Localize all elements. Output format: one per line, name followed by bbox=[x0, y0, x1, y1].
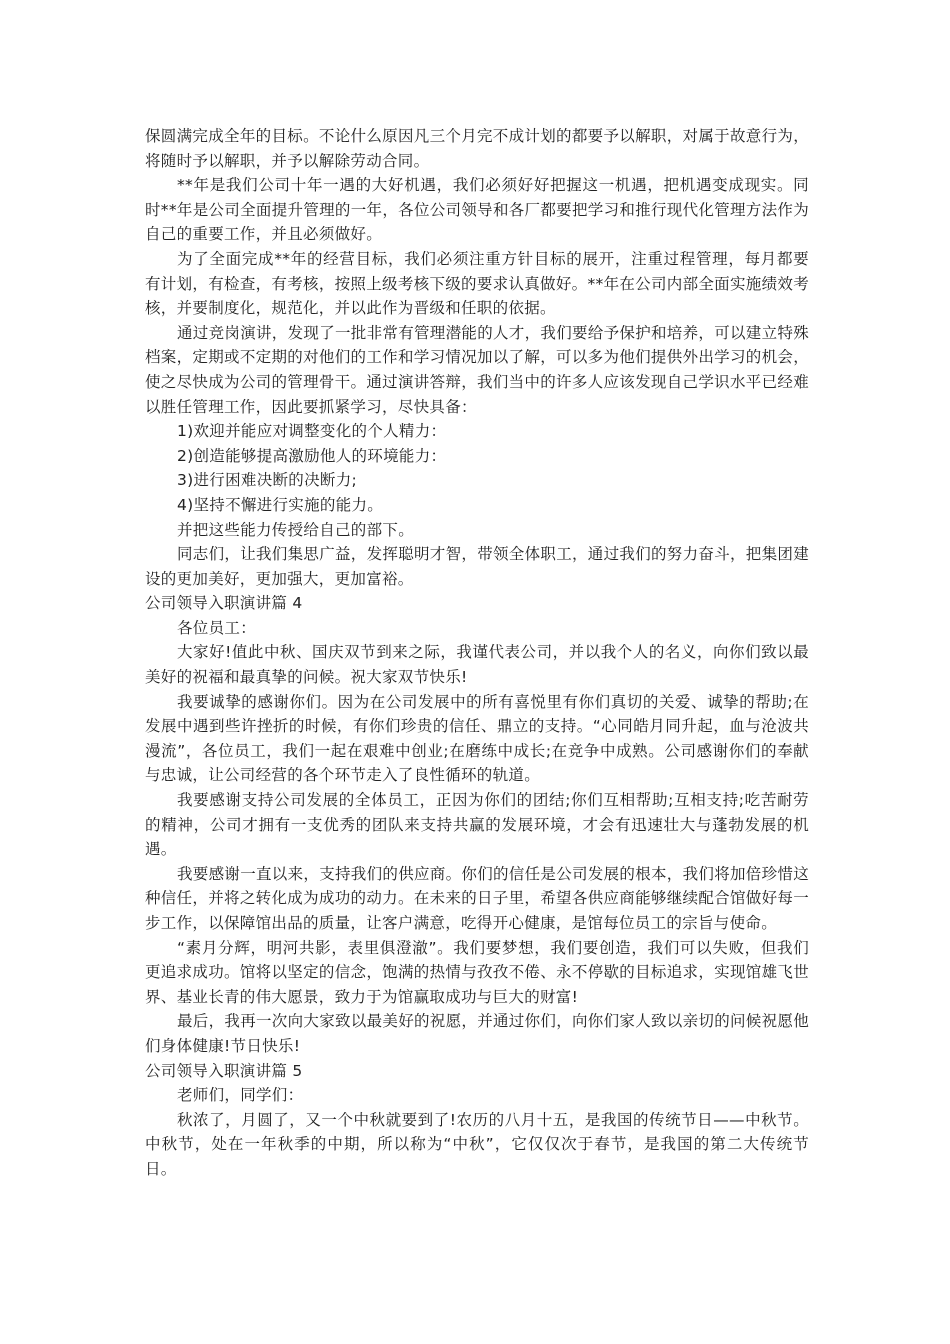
paragraph: 保圆满完成全年的目标。不论什么原因凡三个月完不成计划的都要予以解职，对属于故意行为，将随时予以解职，并予以解除劳动合同。 bbox=[145, 127, 809, 170]
paragraph: **年是我们公司十年一遇的大好机遇，我们必须好好把握这一机遇，把机遇变成现实。同时**年是公司全面提升管理的一年，各位公司领导和各厂都要把学习和推行现代化管理方法作为自己的重要工作，并且必须做好。 bbox=[145, 176, 809, 244]
list-item: 3)进行困难决断的决断力; bbox=[177, 471, 358, 490]
paragraph: 通过竞岗演讲，发现了一批非常有管理潜能的人才，我们要给予保护和培养，可以建立特殊档案，定期或不定期的对他们的工作和学习情况加以了解，可以多为他们提供外出学习的机会，使之尽快成为公司的管理骨干。通过演讲答辩，我们当中的许多人应该发现自己学识水平已经难以胜任管理工作，因此要抓紧学习，尽快具备： bbox=[145, 323, 810, 416]
paragraph: 秋浓了，月圆了，又一个中秋就要到了!农历的八月十五，是我国的传统节日——中秋节。中秋节，处在一年秋季的中期，所以称为“中秋”，它仅仅次于春节，是我国的第二大传统节日。 bbox=[145, 1110, 809, 1178]
paragraph: 同志们，让我们集思广益，发挥聪明才智，带领全体职工，通过我们的努力奋斗，把集团建设的更加美好，更加强大，更加富裕。 bbox=[145, 545, 810, 588]
list-item: 1)欢迎并能应对调整变化的个人精力： bbox=[177, 422, 447, 441]
salutation: 老师们，同学们： bbox=[177, 1086, 304, 1105]
paragraph: 我要感谢支持公司发展的全体员工，正因为你们的团结;你们互相帮助;互相支持;吃苦耐劳的精神，公司才拥有一支优秀的团队来支持共赢的发展环境，才会有迅速壮大与蓬勃发展的机遇。 bbox=[145, 791, 809, 859]
paragraph: 大家好!值此中秋、国庆双节到来之际，我谨代表公司，并以我个人的名义，向你们致以最美好的祝福和最真挚的问候。祝大家双节快乐! bbox=[145, 643, 809, 687]
document-page bbox=[145, 124, 809, 1182]
section-heading: 公司领导入职演讲篇 5 bbox=[145, 1061, 303, 1080]
paragraph: 我要诚挚的感谢你们。因为在公司发展中的所有喜悦里有你们真切的关爱、诚挚的帮助;在发展中遇到些许挫折的时候，有你们珍贵的信任、鼎立的支持。“心同皓月同升起，血与沧波共漫流”，各位员工，我们一起在艰难中创业;在磨练中成长;在竞争中成熟。公司感谢你们的奉献与忠诚，让公司经营的各个环节走入了良性循环的轨道。 bbox=[145, 692, 809, 785]
salutation: 各位员工： bbox=[177, 618, 257, 637]
paragraph: 为了全面完成**年的经营目标，我们必须注重方针目标的展开，注重过程管理，每月都要有计划，有检查，有考核，按照上级考核下级的要求认真做好。**年在公司内部全面实施绩效考核，并要制度化，规范化，并以此作为晋级和任职的依据。 bbox=[145, 249, 809, 318]
list-item: 2)创造能够提高激励他人的环境能力： bbox=[177, 446, 447, 465]
section-heading: 公司领导入职演讲篇 4 bbox=[145, 594, 303, 613]
list-item: 4)坚持不懈进行实施的能力。 bbox=[177, 495, 384, 514]
paragraph: 我要感谢一直以来，支持我们的供应商。你们的信任是公司发展的根本，我们将加倍珍惜这种信任，并将之转化成为成功的动力。在未来的日子里，希望各供应商能够继续配合馆做好每一步工作，以保障馆出品的质量，让客户满意，吃得开心健康，是馆每位员工的宗旨与使命。 bbox=[145, 864, 810, 932]
paragraph: 并把这些能力传授给自己的部下。 bbox=[177, 520, 415, 539]
paragraph: 最后，我再一次向大家致以最美好的祝愿，并通过你们，向你们家人致以亲切的问候祝愿他们身体健康!节日快乐! bbox=[145, 1012, 810, 1055]
paragraph: “素月分辉，明河共影，表里俱澄澈”。我们要梦想，我们要创造，我们可以失败，但我们更追求成功。馆将以坚定的信念，饱满的热情与孜孜不倦、永不停歇的目标追求，实现馆雄飞世界、基业长青的伟大愿景，致力于为馆赢取成功与巨大的财富! bbox=[145, 938, 809, 1006]
